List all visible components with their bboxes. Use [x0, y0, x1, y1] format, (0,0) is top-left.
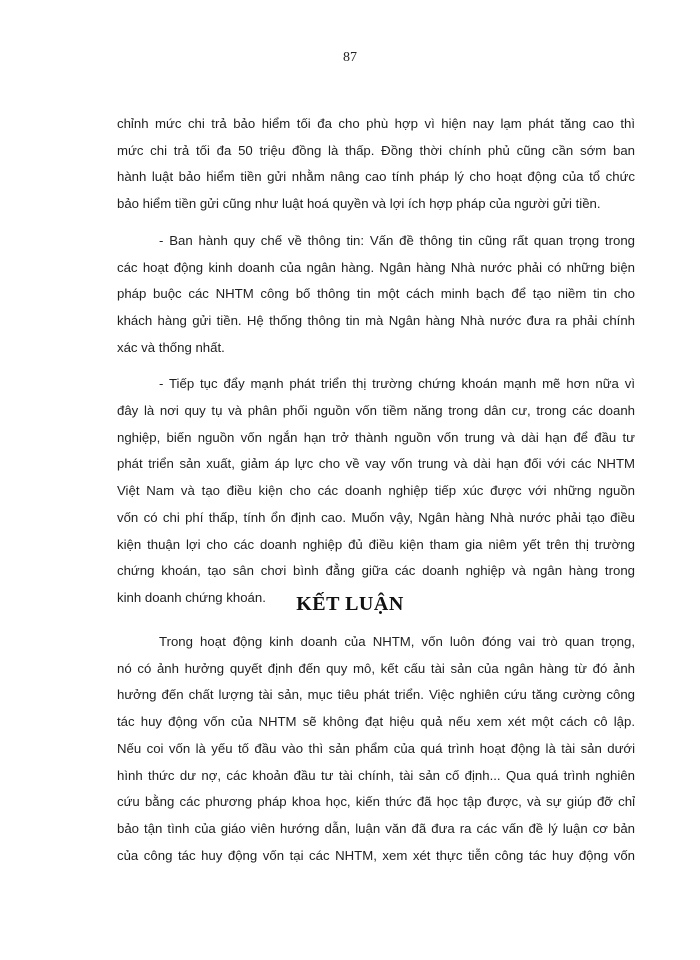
text-line: nghiệp, biến nguồn vốn ngắn hạn trở thành nguồn vốn trung và dài hạn để đầu tư — [117, 429, 635, 445]
text-line: mức chi trả tối đa 50 triệu đồng là thấp. Đồng thời chính phủ cũng cần sớm ban — [117, 142, 635, 158]
text-line: của công tác huy động vốn tại các NHTM, xem xét thực tiễn công tác huy động vốn — [117, 847, 635, 863]
text-line: Nếu coi vốn là yếu tố đầu vào thì sản phẩm của quá trình hoạt động là tài sản dưới — [117, 740, 635, 756]
text-line: nó có ảnh hưởng quyết định đến quy mô, kết cấu tài sản của ngân hàng từ đó ảnh — [117, 660, 635, 676]
text-line: pháp buộc các NHTM công bố thông tin một cách minh bạch để tạo niềm tin cho — [117, 286, 635, 302]
recommendations-section — [117, 111, 635, 612]
text-line: Trong hoạt động kinh doanh của NHTM, vốn luôn đóng vai trò quan trọng, — [159, 634, 635, 649]
text-line: vốn có chi phí thấp, tính ổn định cao. Muốn vậy, Ngân hàng Nhà nước phải tạo điều — [117, 509, 635, 525]
text-line: kiện thuận lợi cho các doanh nghiệp đủ điều kiện tham gia niêm yết trên thị trường — [117, 536, 635, 552]
text-line: - Ban hành quy chế về thông tin: Vấn đề thông tin cũng rất quan trọng trong — [159, 232, 635, 248]
text-line: - Tiếp tục đẩy mạnh phát triển thị trường chứng khoán mạnh mẽ hơn nữa vì — [159, 376, 635, 392]
section-heading: KẾT LUẬN — [296, 593, 404, 615]
text-line: hành luật bảo hiểm tiền gửi nhằm nâng cao tính pháp lý cho hoạt động của tổ chức — [117, 169, 635, 185]
paragraph-deposit-insurance — [117, 111, 635, 218]
text-line: hình thức dư nợ, các khoản đầu tư tài chính, tài sản cố định... Qua quá trình nghiên — [117, 767, 635, 783]
text-line: chứng khoán, tạo sân chơi bình đẳng giữa các doanh nghiệp và ngân hàng trong — [117, 563, 635, 579]
text-line: phát triển sản xuất, giảm áp lực cho về vay vốn trung và dài hạn đối với các NHTM — [117, 456, 635, 472]
text-line: bảo tận tình của giáo viên hướng dẫn, luận văn đã đưa ra các vấn đề lý luận cơ bản — [117, 820, 635, 836]
paragraph-stock-market — [117, 371, 635, 611]
paragraph-information-regulation — [117, 228, 635, 362]
conclusion-section — [117, 629, 635, 869]
text-line: cứu bằng các phương pháp khoa học, kiến thức đã học tập được, và sự giúp đỡ chỉ — [117, 794, 635, 810]
text-line: các hoạt động kinh doanh của ngân hàng. Ngân hàng Nhà nước phải có những biện — [117, 259, 635, 275]
text-line: kinh doanh chứng khoán. — [117, 589, 266, 605]
text-line: bảo hiểm tiền gửi cũng như luật hoá quyền và lợi ích hợp pháp của người gửi tiền. — [117, 196, 601, 212]
text-line: đây là nơi quy tụ và phân phối nguồn vốn tiềm năng trong dân cư, trong các doanh — [117, 403, 635, 419]
text-line: tác huy động vốn của NHTM sẽ không đạt hiệu quả nếu xem xét một cách cô lập. — [117, 714, 635, 730]
text-line: xác và thống nhất. — [117, 339, 225, 355]
text-line: khách hàng gửi tiền. Hệ thống thông tin mà Ngân hàng Nhà nước đưa ra phải chính — [117, 312, 635, 328]
text-line: Việt Nam và tạo điều kiện cho các doanh nghiệp tiếp xúc được với những nguồn — [117, 483, 635, 499]
page-number: 87 — [343, 50, 357, 65]
text-line: chỉnh mức chi trả bảo hiểm tối đa cho phù hợp vì hiện nay lạm phát tăng cao thì — [117, 116, 635, 131]
text-line: hưởng đến chất lượng tài sản, mục tiêu phát triển. Việc nghiên cứu tăng cường công — [117, 687, 635, 703]
paragraph-conclusion — [117, 629, 635, 869]
